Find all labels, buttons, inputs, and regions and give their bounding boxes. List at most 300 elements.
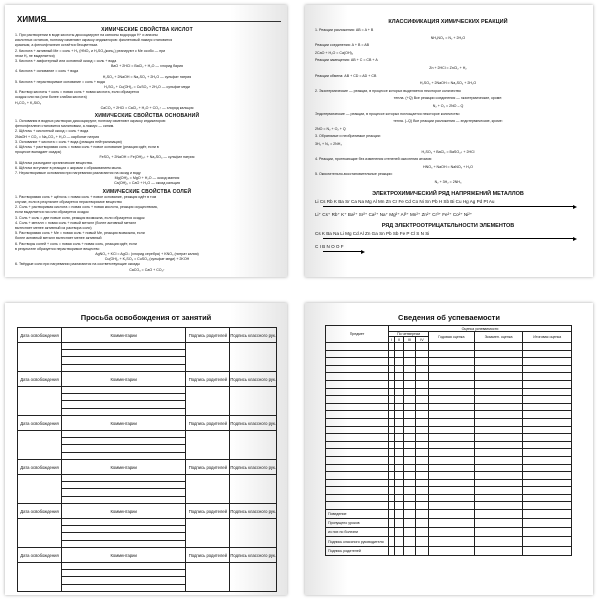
quarter-3: III	[403, 337, 415, 343]
date-cell[interactable]	[18, 475, 62, 504]
comment-header: Комментарии	[62, 328, 186, 343]
grade-cell[interactable]	[403, 426, 415, 434]
grade-cell[interactable]	[523, 365, 572, 373]
grade-cell[interactable]	[394, 373, 403, 381]
reaction-line: Эндотермические — реакции, в процессе которых поглощается некоторое количество	[315, 111, 460, 116]
grade-cell[interactable]	[403, 441, 415, 449]
grade-cell[interactable]	[523, 449, 572, 457]
grade-cell[interactable]	[394, 494, 403, 502]
quarters-header: По четвертям	[389, 332, 429, 337]
reaction-line: 4. Реакции, протекающие без изменения степеней окисления атомов:	[315, 157, 432, 162]
date-cell[interactable]	[18, 519, 62, 548]
chemistry-properties-page	[5, 5, 287, 277]
reaction-line: H₂SO₄ + BaCl₂ = BaSO₄↓ + 2HCl	[421, 149, 475, 154]
grade-cell[interactable]	[415, 411, 428, 419]
grade-cell[interactable]	[415, 365, 428, 373]
grade-cell[interactable]	[429, 380, 475, 388]
date-cell[interactable]	[18, 387, 62, 416]
grade-cell[interactable]	[403, 434, 415, 442]
acids-line: 1. При растворении в воде кислоты диссоциируют на катионы водорода H⁺ и анионы	[15, 33, 158, 37]
subject-cell[interactable]	[326, 403, 389, 411]
reaction-line: 3. Обратимые и необратимые реакции:	[315, 134, 381, 139]
reaction-line: 2NO = N₂ + O₂ + Q	[315, 126, 346, 131]
grade-cell[interactable]	[429, 502, 475, 510]
teacher-sign-header: Подпись классного рук.	[230, 460, 277, 475]
grade-row	[326, 441, 572, 449]
date-header: Дата освобождения	[18, 372, 62, 387]
grade-cell[interactable]	[523, 388, 572, 396]
grade-cell[interactable]	[474, 365, 523, 373]
grade-cell[interactable]	[474, 479, 523, 487]
grade-cell[interactable]	[403, 479, 415, 487]
exam-header: Экзамен. оценка	[474, 332, 523, 343]
grades-header: Оценка успеваемости	[389, 326, 572, 332]
grade-cell[interactable]	[429, 479, 475, 487]
grade-row	[326, 487, 572, 495]
grade-cell[interactable]	[474, 396, 523, 404]
parent-sign-cell[interactable]	[186, 563, 230, 592]
grade-cell[interactable]	[394, 434, 403, 442]
grade-cell[interactable]	[474, 472, 523, 480]
grade-cell[interactable]	[474, 456, 523, 464]
grade-cell[interactable]	[429, 494, 475, 502]
grade-cell[interactable]	[523, 418, 572, 426]
comment-line[interactable]	[62, 577, 186, 584]
grade-cell[interactable]	[415, 426, 428, 434]
grade-cell[interactable]	[394, 472, 403, 480]
reactions-title: КЛАССИФИКАЦИЯ ХИМИЧЕСКИХ РЕАКЦИЙ	[388, 19, 508, 25]
grade-cell[interactable]	[403, 365, 415, 373]
salts-title: ХИМИЧЕСКИЕ СВОЙСТВА СОЛЕЙ	[102, 188, 192, 195]
grade-cell[interactable]	[474, 426, 523, 434]
bases-line: 3. Основание + кислота = соль + вода (реакция нейтрализации)	[15, 139, 122, 144]
grade-cell[interactable]	[523, 502, 572, 510]
grade-cell[interactable]	[429, 411, 475, 419]
parents-sign-label: Подпись родителей	[326, 547, 389, 556]
grade-cell[interactable]	[429, 418, 475, 426]
reaction-line: N₂ + 3H₂ = 2NH₃	[434, 179, 462, 184]
electronegativity-row: Cs K Ba Na Li Mg Cd Al Zn Ga Sn Pb Sb Fe P Cl S N Si	[315, 231, 430, 237]
reaction-line: 5. Окислительно-восстановительные реакции:	[315, 172, 393, 177]
subject-cell[interactable]	[326, 502, 389, 510]
parent-sign-cell[interactable]	[186, 519, 230, 548]
acids-line: 6. Раствор кислоты + соль = новая соль + новая кислота, если образуется	[15, 90, 140, 95]
grade-cell[interactable]	[403, 494, 415, 502]
comment-header: Комментарии	[62, 548, 186, 563]
grade-cell[interactable]	[429, 487, 475, 495]
grade-cell[interactable]	[394, 479, 403, 487]
salts-line: 5. Растворимая соль + Me = новая соль + новый Me, реакция возможна, если	[15, 231, 145, 236]
absence-block	[17, 327, 277, 371]
grade-cell[interactable]	[474, 388, 523, 396]
teacher-sign-cell[interactable]	[230, 563, 277, 592]
date-cell[interactable]	[18, 563, 62, 592]
grade-cell[interactable]	[403, 396, 415, 404]
subject-cell[interactable]	[326, 494, 389, 502]
grades-title: Сведения об успеваемости	[398, 313, 500, 322]
teacher-sign-cell[interactable]	[230, 519, 277, 548]
subject-cell[interactable]	[326, 464, 389, 472]
acids-line: CaCO₃ + 2HCl = CaCl₂ + H₂O + CO₂↑ — хлорид кальция	[100, 105, 194, 110]
grade-cell[interactable]	[429, 365, 475, 373]
date-cell[interactable]	[18, 343, 62, 372]
grade-cell[interactable]	[474, 350, 523, 358]
grade-cell[interactable]	[415, 373, 428, 381]
grade-cell[interactable]	[523, 380, 572, 388]
subject-cell[interactable]	[326, 388, 389, 396]
chemistry-content	[15, 27, 279, 273]
comment-line[interactable]	[62, 570, 186, 577]
date-header: Дата освобождения	[18, 416, 62, 431]
subject-cell[interactable]	[326, 365, 389, 373]
grade-cell[interactable]	[474, 502, 523, 510]
reaction-line: тепла. (+Q) Все реакции соединения — экзотермические, кроме:	[393, 96, 503, 101]
grade-cell[interactable]	[523, 343, 572, 351]
grade-cell[interactable]	[403, 502, 415, 510]
grade-cell[interactable]	[415, 472, 428, 480]
grade-cell[interactable]	[474, 434, 523, 442]
grade-cell[interactable]	[523, 456, 572, 464]
teacher-sign-header: Подпись классного рук.	[230, 328, 277, 343]
grade-row	[326, 464, 572, 472]
grade-row	[326, 494, 572, 502]
grade-cell[interactable]	[394, 487, 403, 495]
comment-line[interactable]	[62, 394, 186, 401]
parent-sign-cell[interactable]	[186, 431, 230, 460]
reaction-line: NH₄NO₃ = N₂ + 2H₂O	[430, 35, 466, 40]
grade-cell[interactable]	[394, 411, 403, 419]
grade-cell[interactable]	[403, 373, 415, 381]
absence-title: Просьба освобождения от занятий	[80, 313, 212, 322]
salts-line: 3. Соль + соль = две новые соли, реакция возможна, если образуется осадок	[15, 215, 145, 220]
grade-cell[interactable]	[403, 343, 415, 351]
reaction-line: 2. Экзотермические — реакции, в процессе которых выделяется некоторое количество	[315, 88, 461, 93]
grade-cell[interactable]	[415, 396, 428, 404]
parent-sign-header: Подпись родителей	[186, 548, 230, 563]
page-title: ХИМИЯ	[17, 15, 47, 24]
grade-cell[interactable]	[429, 358, 475, 366]
acids-line: красным, а фенолфталеин остаётся бесцветным.	[15, 43, 98, 48]
electronegativity-title: РЯД ЭЛЕКТРООТРИЦАТЕЛЬНОСТИ ЭЛЕМЕНТОВ	[381, 223, 515, 230]
subject-cell[interactable]	[326, 358, 389, 366]
grade-cell[interactable]	[415, 343, 428, 351]
grade-cell[interactable]	[523, 494, 572, 502]
grades-table	[325, 325, 572, 556]
comment-line[interactable]	[62, 445, 186, 452]
grade-cell[interactable]	[523, 350, 572, 358]
grade-cell[interactable]	[474, 494, 523, 502]
grade-cell[interactable]	[474, 380, 523, 388]
bases-line: 7. Нерастворимые основания при нагревании разлагаются на оксид и воду	[15, 171, 141, 176]
grade-cell[interactable]	[474, 403, 523, 411]
subject-cell[interactable]	[326, 411, 389, 419]
reaction-line: N₂ + O₂ = 2NO – Q	[432, 103, 464, 108]
reaction-line: HNO₃ + NaOH = NaNO₃ + H₂O	[423, 164, 473, 169]
date-header: Дата освобождения	[18, 460, 62, 475]
comment-line[interactable]	[62, 438, 186, 445]
date-cell[interactable]	[18, 431, 62, 460]
comment-line[interactable]	[62, 526, 186, 533]
grade-cell[interactable]	[403, 411, 415, 419]
teacher-sign-header: Подпись классного рук.	[230, 504, 277, 519]
acids-line: 4. Кислота + основание = соль + вода	[15, 69, 79, 74]
comment-line[interactable]	[62, 482, 186, 489]
grade-cell[interactable]	[403, 403, 415, 411]
teacher-sign-cell[interactable]	[230, 431, 277, 460]
comment-line[interactable]	[62, 489, 186, 496]
grade-cell[interactable]	[403, 487, 415, 495]
grade-cell[interactable]	[394, 350, 403, 358]
comment-header: Комментарии	[62, 504, 186, 519]
bases-line: 2NaOH + CO₂ = Na₂CO₃ + H₂O — карбонат натрия	[15, 134, 100, 139]
subject-cell[interactable]	[326, 350, 389, 358]
parent-sign-cell[interactable]	[186, 343, 230, 372]
subject-cell[interactable]	[326, 487, 389, 495]
grade-cell[interactable]	[415, 449, 428, 457]
grade-cell[interactable]	[394, 396, 403, 404]
grade-cell[interactable]	[415, 350, 428, 358]
grade-cell[interactable]	[523, 487, 572, 495]
teacher-sign-header: Подпись классного рук.	[230, 372, 277, 387]
grade-cell[interactable]	[523, 434, 572, 442]
salts-line: более активный металл вытесняет менее активный	[15, 236, 102, 241]
grade-cell[interactable]	[415, 479, 428, 487]
parent-sign-header: Подпись родителей	[186, 504, 230, 519]
grade-row	[326, 479, 572, 487]
subject-cell[interactable]	[326, 434, 389, 442]
grade-cell[interactable]	[523, 373, 572, 381]
salts-line: 2. Соль + растворимая кислота = новая соль + новая кислота, реакция осуществима,	[15, 205, 158, 210]
grade-cell[interactable]	[403, 418, 415, 426]
comment-line[interactable]	[62, 475, 186, 482]
salts-line: 6. Растворы солей + соль = новая соль + новая соль, реакция идёт, если	[15, 241, 137, 246]
grade-cell[interactable]	[403, 388, 415, 396]
absence-request-page	[5, 303, 287, 595]
comment-line[interactable]	[62, 584, 186, 591]
grade-cell[interactable]	[429, 449, 475, 457]
salts-line: 6. Твёрдые соли при нагревании разлагаются на соответствующие оксиды	[15, 262, 140, 267]
electronegativity-arrow-2	[323, 251, 363, 255]
acids-line: H₂SO₄ + Cu(OH)₂ = CuSO₄ + 2H₂O — сульфат меди	[104, 85, 190, 90]
grade-cell[interactable]	[429, 350, 475, 358]
bases-line: 2. Щёлочь + кислотный оксид = соль + вода	[15, 129, 89, 134]
grade-cell[interactable]	[415, 358, 428, 366]
grade-cell[interactable]	[403, 358, 415, 366]
teacher-sign-cell[interactable]	[230, 475, 277, 504]
title-underline	[43, 21, 281, 22]
reactions-content	[315, 17, 581, 255]
grade-cell[interactable]	[523, 479, 572, 487]
reaction-line: 2CaO + H₂O = Ca(OH)₂	[315, 50, 354, 55]
grade-cell[interactable]	[415, 441, 428, 449]
salts-line: AgNO₃ + KCl = AgCl↓ (хлорид серебра) + KNO₃ (нитрат калия)	[95, 251, 199, 256]
grade-cell[interactable]	[429, 472, 475, 480]
comment-line[interactable]	[62, 401, 186, 408]
metals-arrow	[323, 206, 575, 210]
grade-cell[interactable]	[429, 373, 475, 381]
grade-cell[interactable]	[523, 358, 572, 366]
year-header: Годовая оценка	[429, 332, 475, 343]
subject-cell[interactable]	[326, 380, 389, 388]
absence-block	[17, 415, 277, 459]
teacher-sign-cell[interactable]	[230, 343, 277, 372]
grade-cell[interactable]	[474, 418, 523, 426]
comment-line[interactable]	[62, 387, 186, 394]
grade-cell[interactable]	[403, 449, 415, 457]
comment-header: Комментарии	[62, 372, 186, 387]
parent-sign-header: Подпись родителей	[186, 460, 230, 475]
salts-line: в результате образуется нерастворимое вещество	[15, 246, 100, 251]
grade-row	[326, 343, 572, 351]
comment-line[interactable]	[62, 533, 186, 540]
grade-row	[326, 396, 572, 404]
teacher-sign-header: Подпись классного рук.	[230, 416, 277, 431]
grade-cell[interactable]	[429, 441, 475, 449]
comment-line[interactable]	[62, 431, 186, 438]
grade-cell[interactable]	[474, 358, 523, 366]
grade-cell[interactable]	[474, 343, 523, 351]
grade-cell[interactable]	[394, 441, 403, 449]
grade-row	[326, 380, 572, 388]
bases-line: процессе выпадает осадок)	[15, 150, 62, 155]
grade-cell[interactable]	[394, 456, 403, 464]
grade-cell[interactable]	[429, 396, 475, 404]
grade-cell[interactable]	[403, 380, 415, 388]
grade-cell[interactable]	[415, 403, 428, 411]
salts-line: если выделяется газ или образуется осадок	[15, 210, 89, 215]
comment-line[interactable]	[62, 563, 186, 570]
quarter-1: I	[389, 337, 395, 343]
quarter-2: II	[394, 337, 403, 343]
comment-line[interactable]	[62, 350, 186, 357]
grade-cell[interactable]	[394, 365, 403, 373]
reaction-line: Реакции замещения: AB + C = CB + A	[315, 58, 378, 63]
grade-cell[interactable]	[403, 456, 415, 464]
grade-cell[interactable]	[415, 487, 428, 495]
grade-cell[interactable]	[523, 472, 572, 480]
grade-cell[interactable]	[394, 403, 403, 411]
reaction-classification-page	[305, 5, 593, 277]
grade-cell[interactable]	[474, 464, 523, 472]
absence-block	[17, 547, 277, 591]
grade-row	[326, 373, 572, 381]
parent-sign-cell[interactable]	[186, 387, 230, 416]
grade-cell[interactable]	[403, 350, 415, 358]
reaction-line: тепла. (–Q) Все реакции разложения — эндотермические, кроме:	[393, 119, 503, 124]
acids-line: осадок или газ (или более слабая кислота)	[15, 95, 87, 100]
bases-line: Ca(OH)₂ = CaO + H₂O — оксид кальция	[114, 181, 180, 186]
comment-line[interactable]	[62, 343, 186, 350]
comment-line[interactable]	[62, 357, 186, 364]
grade-row	[326, 358, 572, 366]
reaction-line: Zn + 2HCl = ZnCl₂ + H₂	[429, 65, 467, 70]
grade-cell[interactable]	[429, 464, 475, 472]
subject-cell[interactable]	[326, 441, 389, 449]
grade-cell[interactable]	[429, 426, 475, 434]
grade-cell[interactable]	[523, 411, 572, 419]
grade-cell[interactable]	[523, 426, 572, 434]
subject-cell[interactable]	[326, 449, 389, 457]
parent-sign-cell[interactable]	[186, 475, 230, 504]
grade-cell[interactable]	[394, 358, 403, 366]
reactions-lines	[315, 27, 581, 186]
metals-ion-row: Li⁺ Cs⁺ Rb⁺ K⁺ Ba²⁺ Sr²⁺ Ca²⁺ Na⁺ Mg²⁺ Al³⁺ Mn²⁺ Zn²⁺ Cr³⁺ Fe²⁺ Co²⁺ Ni²⁺	[315, 212, 473, 218]
grade-cell[interactable]	[429, 434, 475, 442]
subject-cell[interactable]	[326, 373, 389, 381]
missed-label: Пропущено уроков	[326, 519, 389, 528]
grade-cell[interactable]	[394, 502, 403, 510]
grade-cell[interactable]	[429, 343, 475, 351]
subject-cell[interactable]	[326, 479, 389, 487]
grade-cell[interactable]	[429, 456, 475, 464]
absence-block	[17, 371, 277, 415]
grade-row	[326, 449, 572, 457]
grade-cell[interactable]	[523, 464, 572, 472]
subject-cell[interactable]	[326, 472, 389, 480]
grade-cell[interactable]	[394, 380, 403, 388]
grade-cell[interactable]	[415, 388, 428, 396]
grade-cell[interactable]	[394, 426, 403, 434]
reaction-line: Реакции обмена: AB + CD = AD + CB	[315, 73, 377, 78]
grade-cell[interactable]	[394, 388, 403, 396]
subject-cell[interactable]	[326, 396, 389, 404]
grade-row	[326, 365, 572, 373]
grade-cell[interactable]	[415, 418, 428, 426]
grade-cell[interactable]	[415, 494, 428, 502]
grade-row	[326, 403, 572, 411]
grade-cell[interactable]	[429, 388, 475, 396]
grade-cell[interactable]	[415, 464, 428, 472]
comment-line[interactable]	[62, 519, 186, 526]
acids-line: этом H₂ не выделяется)	[15, 53, 55, 58]
grade-cell[interactable]	[415, 456, 428, 464]
bases-line: Mg(OH)₂ = MgO + H₂O — оксид магния	[114, 176, 180, 181]
grade-cell[interactable]	[474, 411, 523, 419]
grade-cell[interactable]	[523, 441, 572, 449]
grade-cell[interactable]	[403, 472, 415, 480]
grade-cell[interactable]	[415, 380, 428, 388]
acids-line: кислотных остатков, поэтому изменяют окраску индикаторов: фиолетовый лакмус становится	[15, 38, 173, 43]
absence-block	[17, 459, 277, 503]
absence-block	[17, 503, 277, 547]
grade-cell[interactable]	[394, 449, 403, 457]
date-header: Дата освобождения	[18, 548, 62, 563]
date-header: Дата освобождения	[18, 504, 62, 519]
final-header: Итоговая оценка	[523, 332, 572, 343]
subject-cell[interactable]	[326, 418, 389, 426]
grade-cell[interactable]	[474, 449, 523, 457]
grade-cell[interactable]	[403, 464, 415, 472]
grade-cell[interactable]	[394, 343, 403, 351]
subject-cell[interactable]	[326, 456, 389, 464]
teacher-sign-header: Подпись классного рук.	[230, 548, 277, 563]
grade-cell[interactable]	[523, 396, 572, 404]
grade-cell[interactable]	[415, 502, 428, 510]
grade-cell[interactable]	[415, 434, 428, 442]
grade-cell[interactable]	[474, 441, 523, 449]
bases-line: фенолфталеин становится малиновым, а лакмус — синим.	[15, 124, 115, 129]
grade-cell[interactable]	[394, 418, 403, 426]
grade-cell[interactable]	[429, 403, 475, 411]
teacher-sign-cell[interactable]	[230, 387, 277, 416]
grade-cell[interactable]	[474, 487, 523, 495]
grade-cell[interactable]	[394, 464, 403, 472]
subject-cell[interactable]	[326, 343, 389, 351]
acids-line: 2. Кислота + активный Me = соль + H₂ (HNO₃ и H₂SO₄(конц.) реагируют с Me особо — при	[15, 48, 166, 53]
subject-cell[interactable]	[326, 426, 389, 434]
grade-cell[interactable]	[474, 373, 523, 381]
grade-cell[interactable]	[523, 403, 572, 411]
